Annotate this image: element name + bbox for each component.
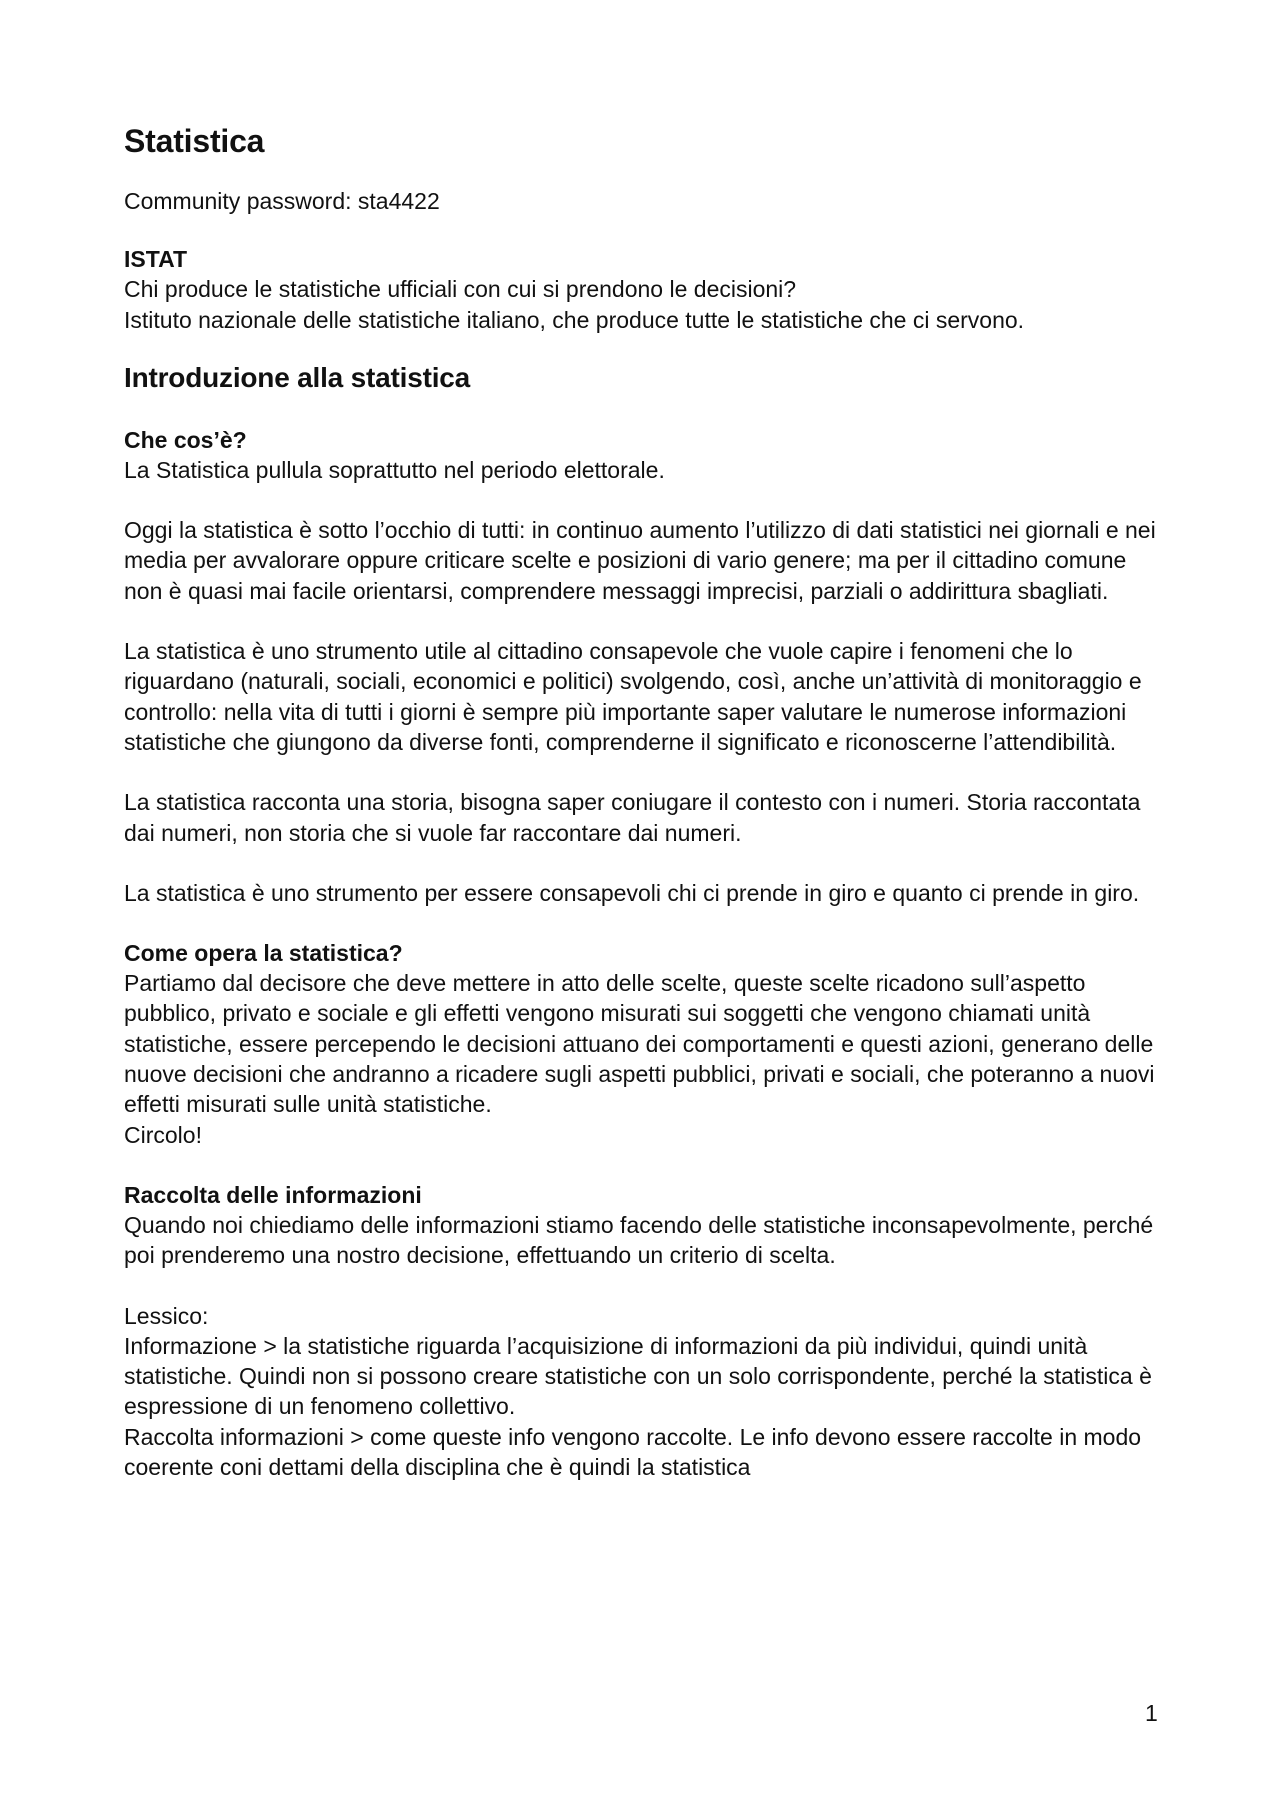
how-works-section <box>124 938 1169 1150</box>
what-is-section <box>124 425 1169 908</box>
istat-answer: Istituto nazionale delle statistiche italiano, che produce tutte le statistiche che ci servono. <box>124 306 1025 333</box>
what-is-heading: Che cos’è? <box>124 426 247 453</box>
paragraph: La statistica è uno strumento utile al cittadino consapevole che vuole capire i fenomeni che lo riguardano (naturali, sociali, economici e politici) svolgendo, così, anche un’attività di monitoraggio e controllo: nella vita di tutti i giorni è sempre più importante saper valutare le numerose informazioni statistiche che giungono da diverse fonti, comprenderne il significato e riconoscerne l’attendibilità. <box>124 638 1142 755</box>
page-number: 1 <box>1145 1700 1158 1726</box>
closing-line: Circolo! <box>124 1121 202 1148</box>
collection-section <box>124 1180 1169 1482</box>
istat-heading: ISTAT <box>124 246 188 273</box>
community-password: Community password: sta4422 <box>124 188 440 214</box>
paragraph: Partiamo dal decisore che deve mettere in atto delle scelte, queste scelte ricadono sull’aspetto pubblico, privato e sociale e gli effetti vengono misurati sui soggetti che vengono chiamati unità statistiche, essere percependo le decisioni attuano dei comportamenti e questi azioni, generano delle nuove decisioni che andranno a ricadere sugli aspetti pubblici, privati e sociali, che poteranno a nuovi effetti misurati sulle unità statistiche. <box>124 970 1155 1118</box>
intro-section-title: Introduzione alla statistica <box>124 361 471 393</box>
lexicon-item: Raccolta informazioni > come queste info vengono raccolte. Le info devono essere raccolte in modo coerente coni dettami della disciplina che è quindi la statistica <box>124 1423 1142 1481</box>
how-works-heading: Come opera la statistica? <box>124 940 403 967</box>
lexicon-label: Lessico: <box>124 1302 209 1329</box>
lexicon-item: Informazione > la statistiche riguarda l’acquisizione di informazioni da più individui, quindi unità statistiche. Quindi non si possono creare statistiche con un solo corrispondente, perché la statistica è espressione di un fenomeno collettivo. <box>124 1332 1152 1420</box>
paragraph: La statistica è uno strumento per essere consapevoli chi ci prende in giro e quanto ci prende in giro. <box>124 879 1140 906</box>
istat-section <box>124 244 1169 335</box>
collection-heading: Raccolta delle informazioni <box>124 1181 422 1208</box>
istat-question: Chi produce le statistiche ufficiali con cui si prendono le decisioni? <box>124 276 797 303</box>
what-is-line: La Statistica pullula soprattutto nel periodo elettorale. <box>124 456 665 483</box>
document-page <box>124 122 1169 1482</box>
spacer <box>124 216 1169 244</box>
paragraph: La statistica racconta una storia, bisogna saper coniugare il contesto con i numeri. Storia raccontata dai numeri, non storia che si vuole far raccontare dai numeri. <box>124 789 1141 846</box>
paragraph: Oggi la statistica è sotto l’occhio di tutti: in continuo aumento l’utilizzo di dati statistici nei giornali e nei media per avvalorare oppure criticare scelte e posizioni di vario genere; ma per il cittadino comune non è quasi mai facile orientarsi, comprendere messaggi imprecisi, parziali o addirittura sbagliati. <box>124 517 1156 604</box>
paragraph: Quando noi chiediamo delle informazioni stiamo facendo delle statistiche inconsapevolmente, perché poi prenderemo una nostro decisione, effettuando un criterio di scelta. <box>124 1211 1154 1269</box>
document-title: Statistica <box>124 123 265 159</box>
